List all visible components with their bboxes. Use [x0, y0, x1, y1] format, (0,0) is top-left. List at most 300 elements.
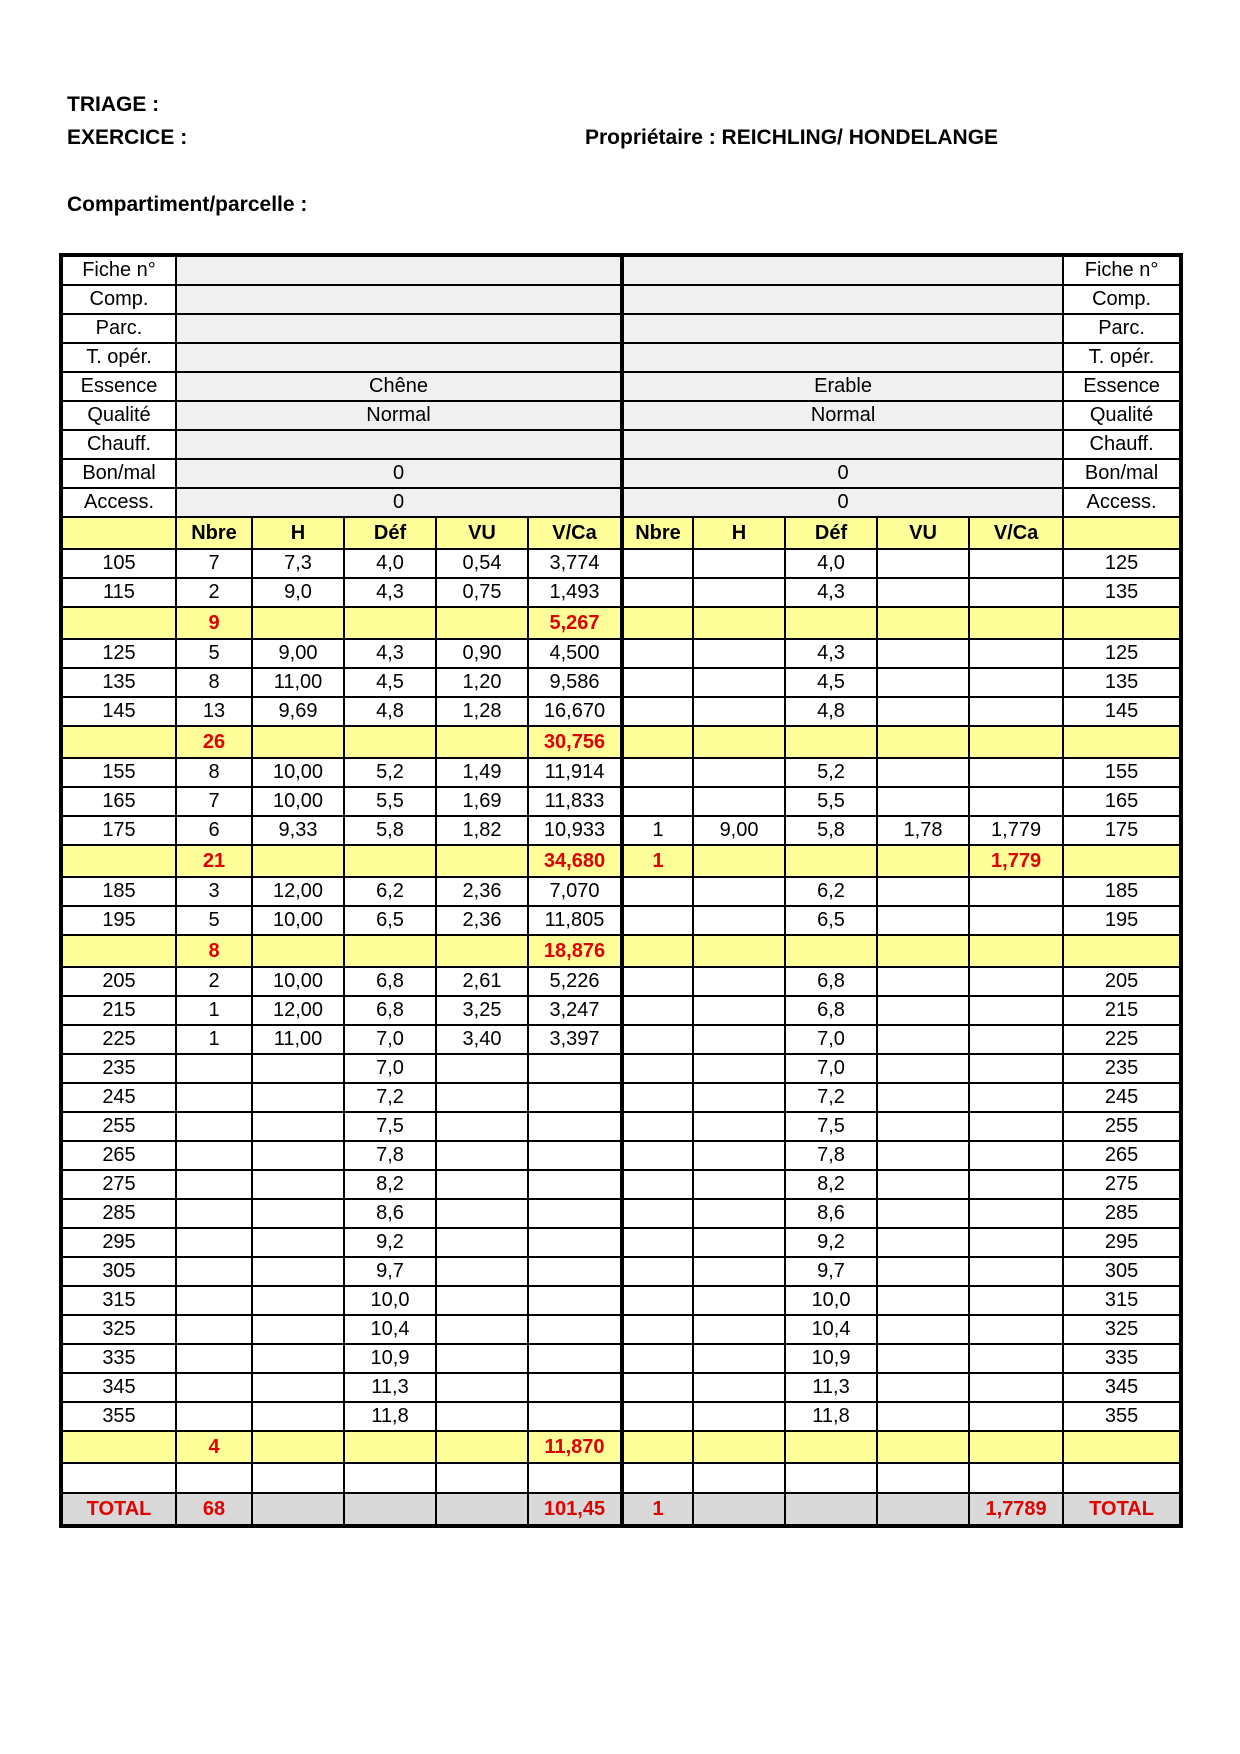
table-cell: 355: [61, 1402, 176, 1431]
table-cell: [252, 935, 344, 967]
table-cell: TOTAL: [1063, 1493, 1181, 1526]
table-cell: [436, 1257, 528, 1286]
table-cell: 6,8: [344, 996, 436, 1025]
table-cell: 3,40: [436, 1025, 528, 1054]
table-cell: [176, 1315, 252, 1344]
exercice-label: EXERCICE :: [67, 126, 188, 149]
table-cell: [877, 1315, 969, 1344]
table-cell: 5,8: [344, 816, 436, 845]
table-cell: [693, 639, 785, 668]
table-cell: 11,805: [528, 906, 622, 935]
table-cell: 135: [1063, 668, 1181, 697]
table-row: [61, 967, 1181, 996]
table-cell: 10,4: [785, 1315, 877, 1344]
table-cell: 7,8: [344, 1141, 436, 1170]
table-cell: [622, 787, 693, 816]
table-cell: [693, 1083, 785, 1112]
info-value-left: Normal: [176, 401, 622, 430]
table-cell: [344, 935, 436, 967]
info-row: [61, 401, 1181, 430]
table-cell: [344, 845, 436, 877]
table-cell: 235: [1063, 1054, 1181, 1083]
table-cell: [693, 578, 785, 607]
table-cell: 185: [61, 877, 176, 906]
table-cell: [877, 1431, 969, 1463]
table-cell: [877, 1170, 969, 1199]
table-cell: 135: [1063, 578, 1181, 607]
table-cell: [528, 1286, 622, 1315]
table-cell: [528, 1257, 622, 1286]
table-cell: 1,82: [436, 816, 528, 845]
table-cell: [622, 1054, 693, 1083]
table-cell: [622, 758, 693, 787]
table-cell: 8: [176, 668, 252, 697]
table-cell: 335: [61, 1344, 176, 1373]
table-cell: [528, 1199, 622, 1228]
table-cell: [176, 1141, 252, 1170]
table-row: [61, 1315, 1181, 1344]
table-cell: [622, 1315, 693, 1344]
table-cell: [969, 726, 1063, 758]
table-row: [61, 1373, 1181, 1402]
table-cell: 7,2: [344, 1083, 436, 1112]
table-cell: 255: [61, 1112, 176, 1141]
info-label-right: Qualité: [1063, 401, 1181, 430]
table-cell: [877, 1199, 969, 1228]
table-cell: 2,61: [436, 967, 528, 996]
info-value-right: [622, 285, 1063, 314]
table-cell: [877, 1054, 969, 1083]
info-value-left: 0: [176, 488, 622, 517]
table-cell: [436, 1083, 528, 1112]
info-label-left: T. opér.: [61, 343, 176, 372]
table-cell: [436, 1315, 528, 1344]
table-cell: 4,5: [344, 668, 436, 697]
table-cell: 30,756: [528, 726, 622, 758]
table-cell: 6,2: [785, 877, 877, 906]
table-cell: 12,00: [252, 877, 344, 906]
table-cell: [693, 607, 785, 639]
table-cell: [61, 726, 176, 758]
table-cell: [61, 845, 176, 877]
table-cell: 10,00: [252, 967, 344, 996]
table-cell: 4,3: [344, 639, 436, 668]
table-cell: 1: [622, 816, 693, 845]
table-cell: 4,0: [344, 549, 436, 578]
table-cell: 7,5: [344, 1112, 436, 1141]
table-cell: [436, 1141, 528, 1170]
table-cell: 11,00: [252, 668, 344, 697]
table-cell: [877, 1373, 969, 1402]
table-cell: [622, 1170, 693, 1199]
table-cell: [436, 1170, 528, 1199]
table-cell: [252, 1344, 344, 1373]
info-value-left: Chêne: [176, 372, 622, 401]
table-cell: 2,36: [436, 877, 528, 906]
table-cell: [252, 1493, 344, 1526]
table-cell: 4,5: [785, 668, 877, 697]
table-cell: [252, 845, 344, 877]
table-cell: 1,779: [969, 845, 1063, 877]
table-cell: [693, 967, 785, 996]
table-row: [61, 668, 1181, 697]
table-row: [61, 1083, 1181, 1112]
table-cell: 5,2: [344, 758, 436, 787]
table-cell: 10,0: [785, 1286, 877, 1315]
table-cell: [176, 1257, 252, 1286]
table-cell: 1: [622, 1493, 693, 1526]
info-label-right: T. opér.: [1063, 343, 1181, 372]
table-cell: 195: [1063, 906, 1181, 935]
table-cell: [969, 697, 1063, 726]
table-cell: 5: [176, 906, 252, 935]
table-cell: 8,6: [344, 1199, 436, 1228]
table-cell: [176, 1228, 252, 1257]
table-cell: [969, 1199, 1063, 1228]
table-cell: [622, 1344, 693, 1373]
table-cell: 1: [622, 845, 693, 877]
table-cell: 9: [176, 607, 252, 639]
table-cell: [622, 996, 693, 1025]
table-row: [61, 1286, 1181, 1315]
table-cell: [969, 1286, 1063, 1315]
table-cell: 9,0: [252, 578, 344, 607]
table-cell: 11,833: [528, 787, 622, 816]
info-row: [61, 314, 1181, 343]
table-cell: 7: [176, 549, 252, 578]
table-cell: [622, 967, 693, 996]
table-cell: [969, 1141, 1063, 1170]
table-cell: [436, 1112, 528, 1141]
table-cell: [693, 996, 785, 1025]
table-cell: 105: [61, 549, 176, 578]
table-cell: [252, 1141, 344, 1170]
table-cell: [176, 1286, 252, 1315]
table-cell: 325: [61, 1315, 176, 1344]
table-row: [61, 1112, 1181, 1141]
info-label-left: Comp.: [61, 285, 176, 314]
table-cell: 165: [1063, 787, 1181, 816]
table-cell: [252, 726, 344, 758]
table-cell: 21: [176, 845, 252, 877]
table-cell: [61, 1463, 176, 1493]
table-cell: [1063, 726, 1181, 758]
table-cell: [693, 1257, 785, 1286]
table-row: [61, 816, 1181, 845]
table-cell: 325: [1063, 1315, 1181, 1344]
info-value-right: 0: [622, 459, 1063, 488]
table-cell: [528, 1344, 622, 1373]
table-cell: 265: [61, 1141, 176, 1170]
table-cell: [969, 1025, 1063, 1054]
info-value-right: Erable: [622, 372, 1063, 401]
table-cell: 4,3: [785, 639, 877, 668]
table-row: [61, 1402, 1181, 1431]
table-cell: 9,69: [252, 697, 344, 726]
table-row: [61, 549, 1181, 578]
subtotal-row: [61, 726, 1181, 758]
column-header: Nbre: [176, 517, 252, 549]
table-cell: 225: [61, 1025, 176, 1054]
table-cell: [176, 1463, 252, 1493]
table-cell: 7,070: [528, 877, 622, 906]
table-cell: [693, 1286, 785, 1315]
table-cell: [252, 1054, 344, 1083]
table-cell: [877, 1112, 969, 1141]
table-cell: [877, 967, 969, 996]
table-cell: [528, 1373, 622, 1402]
table-cell: 8: [176, 935, 252, 967]
table-cell: 1,493: [528, 578, 622, 607]
table-cell: [693, 1228, 785, 1257]
info-label-left: Bon/mal: [61, 459, 176, 488]
table-cell: 8,2: [344, 1170, 436, 1199]
info-row: [61, 459, 1181, 488]
table-cell: 265: [1063, 1141, 1181, 1170]
table-row: [61, 1141, 1181, 1170]
table-cell: 155: [1063, 758, 1181, 787]
table-cell: [622, 1112, 693, 1141]
table-cell: [622, 1431, 693, 1463]
table-cell: [528, 1228, 622, 1257]
table-cell: 26: [176, 726, 252, 758]
total-row: [61, 1493, 1181, 1526]
column-header: Nbre: [622, 517, 693, 549]
table-cell: 245: [1063, 1083, 1181, 1112]
table-cell: 7,5: [785, 1112, 877, 1141]
table-cell: 165: [61, 787, 176, 816]
table-cell: 9,2: [785, 1228, 877, 1257]
table-cell: 7,0: [344, 1025, 436, 1054]
table-cell: [877, 697, 969, 726]
table-cell: [622, 1257, 693, 1286]
table-cell: [622, 607, 693, 639]
table-cell: [528, 1402, 622, 1431]
table-cell: 10,933: [528, 816, 622, 845]
table-cell: 2,36: [436, 906, 528, 935]
table-cell: [693, 906, 785, 935]
table-cell: 1,779: [969, 816, 1063, 845]
table-cell: [785, 1493, 877, 1526]
table-cell: [528, 1054, 622, 1083]
info-value-right: [622, 343, 1063, 372]
table-cell: [622, 935, 693, 967]
table-cell: 225: [1063, 1025, 1181, 1054]
table-cell: 7,0: [785, 1025, 877, 1054]
table-cell: [436, 1402, 528, 1431]
table-cell: 4,3: [344, 578, 436, 607]
table-cell: 1,28: [436, 697, 528, 726]
table-cell: 7,0: [785, 1054, 877, 1083]
table-cell: 10,00: [252, 758, 344, 787]
info-value-left: 0: [176, 459, 622, 488]
table-cell: [528, 1141, 622, 1170]
table-cell: 1,7789: [969, 1493, 1063, 1526]
table-cell: 0,90: [436, 639, 528, 668]
table-cell: 5,5: [344, 787, 436, 816]
table-cell: 6,8: [785, 996, 877, 1025]
table-cell: [877, 877, 969, 906]
table-row: [61, 1054, 1181, 1083]
table-cell: [252, 1402, 344, 1431]
table-cell: [252, 1228, 344, 1257]
table-cell: [528, 1112, 622, 1141]
table-cell: [252, 1112, 344, 1141]
table-cell: [436, 1344, 528, 1373]
table-cell: [622, 549, 693, 578]
table-cell: [528, 1315, 622, 1344]
table-cell: [969, 1257, 1063, 1286]
table-row: [61, 787, 1181, 816]
table-cell: 175: [61, 816, 176, 845]
table-cell: [877, 845, 969, 877]
table-cell: 145: [1063, 697, 1181, 726]
info-label-left: Fiche n°: [61, 255, 176, 285]
column-header: Déf: [785, 517, 877, 549]
table-cell: [61, 607, 176, 639]
table-row: [61, 877, 1181, 906]
table-cell: 11,870: [528, 1431, 622, 1463]
info-value-left: [176, 285, 622, 314]
table-cell: 2: [176, 967, 252, 996]
table-cell: [622, 578, 693, 607]
info-value-left: [176, 314, 622, 343]
info-label-left: Parc.: [61, 314, 176, 343]
table-cell: [1063, 607, 1181, 639]
table-cell: [176, 1344, 252, 1373]
table-cell: 335: [1063, 1344, 1181, 1373]
table-cell: [344, 726, 436, 758]
table-cell: [877, 726, 969, 758]
table-cell: [877, 1083, 969, 1112]
table-cell: [61, 1431, 176, 1463]
info-row: [61, 372, 1181, 401]
table-cell: 6,8: [344, 967, 436, 996]
table-cell: 9,00: [252, 639, 344, 668]
table-row: [61, 996, 1181, 1025]
column-header: V/Ca: [969, 517, 1063, 549]
table-cell: 10,00: [252, 906, 344, 935]
table-cell: [969, 1373, 1063, 1402]
info-value-left: [176, 343, 622, 372]
table-cell: 3,247: [528, 996, 622, 1025]
table-cell: [252, 1315, 344, 1344]
table-cell: [877, 607, 969, 639]
table-cell: 9,00: [693, 816, 785, 845]
table-cell: 255: [1063, 1112, 1181, 1141]
table-cell: [344, 1493, 436, 1526]
table-cell: [693, 1463, 785, 1493]
column-header: VU: [877, 517, 969, 549]
table-cell: [252, 1373, 344, 1402]
table-cell: 10,00: [252, 787, 344, 816]
table-cell: 7,2: [785, 1083, 877, 1112]
table-cell: [622, 877, 693, 906]
table-cell: [693, 1402, 785, 1431]
table-cell: [252, 1286, 344, 1315]
table-cell: [785, 845, 877, 877]
column-header-row: [61, 517, 1181, 549]
table-cell: [436, 845, 528, 877]
table-cell: 315: [1063, 1286, 1181, 1315]
table-cell: [693, 1373, 785, 1402]
table-cell: [877, 1257, 969, 1286]
table-cell: [622, 1286, 693, 1315]
table-cell: 7,3: [252, 549, 344, 578]
table-cell: 1: [176, 996, 252, 1025]
table-cell: [252, 607, 344, 639]
info-value-left: [176, 430, 622, 459]
compartiment-label: Compartiment/parcelle :: [67, 193, 308, 216]
table-cell: [877, 549, 969, 578]
table-cell: 345: [1063, 1373, 1181, 1402]
column-header: [1063, 517, 1181, 549]
table-cell: 305: [1063, 1257, 1181, 1286]
table-cell: [176, 1054, 252, 1083]
table-cell: 205: [1063, 967, 1181, 996]
info-label-right: Bon/mal: [1063, 459, 1181, 488]
subtotal-row: [61, 935, 1181, 967]
table-cell: 125: [1063, 549, 1181, 578]
info-label-left: Qualité: [61, 401, 176, 430]
info-label-right: Access.: [1063, 488, 1181, 517]
table-cell: 8: [176, 758, 252, 787]
table-cell: [877, 639, 969, 668]
table-cell: [877, 1463, 969, 1493]
info-value-right: 0: [622, 488, 1063, 517]
table-row: [61, 906, 1181, 935]
info-label-left: Access.: [61, 488, 176, 517]
table-cell: [436, 1463, 528, 1493]
table-row: [61, 578, 1181, 607]
table-cell: [693, 758, 785, 787]
table-cell: [252, 1083, 344, 1112]
table-cell: 345: [61, 1373, 176, 1402]
table-cell: [436, 1431, 528, 1463]
table-cell: [1063, 935, 1181, 967]
table-cell: [877, 906, 969, 935]
table-cell: [969, 1463, 1063, 1493]
table-cell: 6,8: [785, 967, 877, 996]
table-cell: [969, 877, 1063, 906]
table-cell: [528, 1083, 622, 1112]
table-cell: 285: [61, 1199, 176, 1228]
table-cell: 245: [61, 1083, 176, 1112]
table-cell: [877, 1402, 969, 1431]
table-cell: [693, 1431, 785, 1463]
table-cell: [969, 1083, 1063, 1112]
table-cell: [693, 1199, 785, 1228]
table-cell: 135: [61, 668, 176, 697]
table-cell: 10,9: [344, 1344, 436, 1373]
table-cell: 145: [61, 697, 176, 726]
info-value-right: [622, 430, 1063, 459]
table-cell: [785, 1463, 877, 1493]
table-cell: [252, 1199, 344, 1228]
table-cell: 12,00: [252, 996, 344, 1025]
table-cell: 7,8: [785, 1141, 877, 1170]
spacer-row: [61, 1463, 1181, 1493]
info-row: [61, 343, 1181, 372]
table-cell: [693, 1493, 785, 1526]
table-cell: [622, 697, 693, 726]
table-cell: 9,586: [528, 668, 622, 697]
table-cell: [344, 1463, 436, 1493]
info-label-right: Parc.: [1063, 314, 1181, 343]
table-cell: 8,2: [785, 1170, 877, 1199]
table-cell: [693, 845, 785, 877]
table-row: [61, 1199, 1181, 1228]
